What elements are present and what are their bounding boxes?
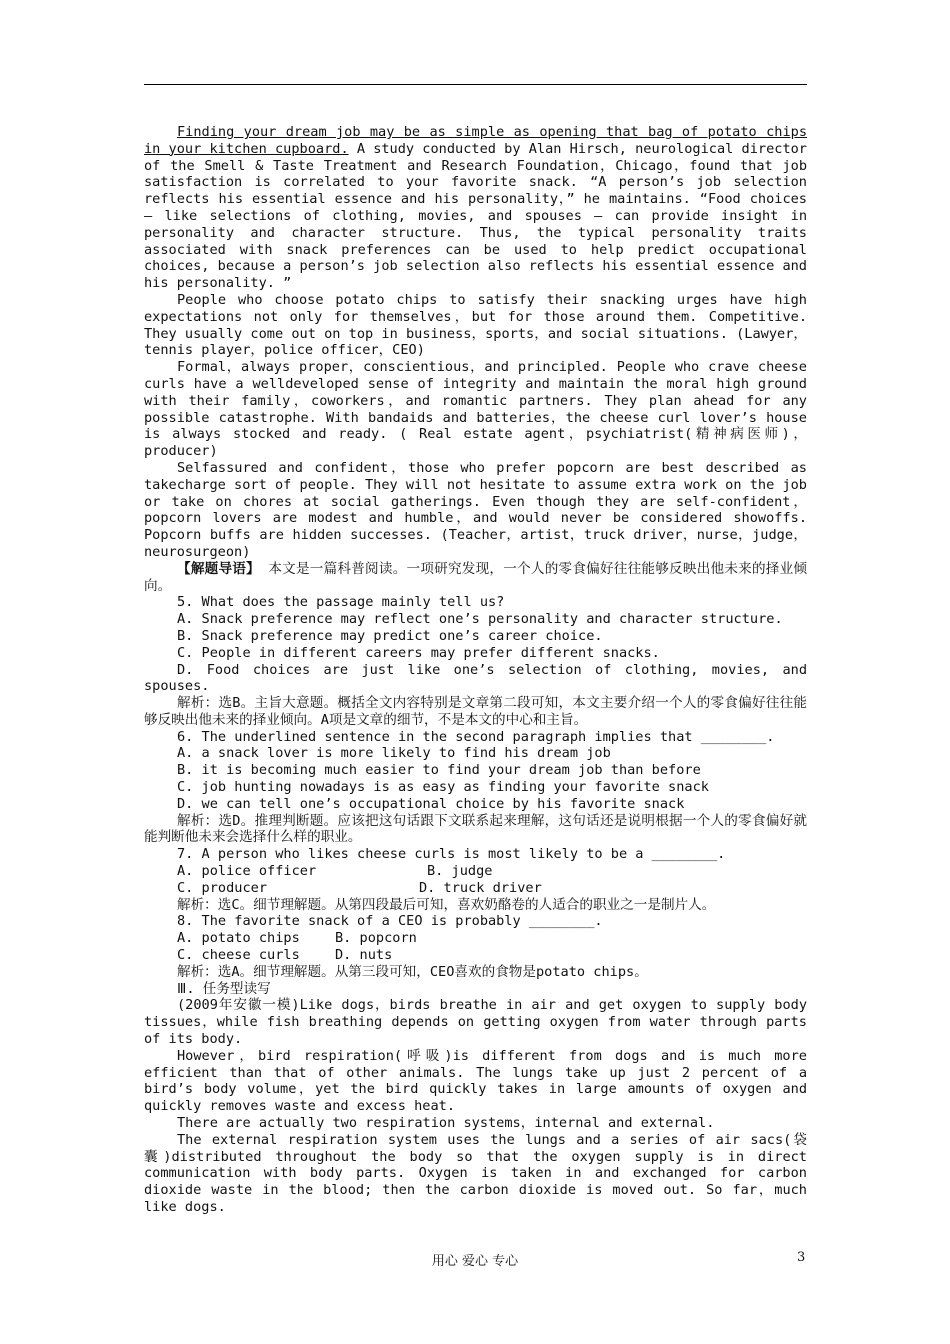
question-7-option-b: B. judge xyxy=(427,863,493,880)
question-8-option-b: B. popcorn xyxy=(335,930,417,947)
question-8-options-row-2 xyxy=(144,947,807,964)
question-6-analysis: 解析：选D。推理判断题。应该把这句话跟下文联系起来理解，这句话还是说明根据一个人的零食偏好就能判断他未来会选择什么样的职业。 xyxy=(144,812,807,846)
question-6-stem: 6. The underlined sentence in the second paragraph implies that ________. xyxy=(177,728,775,745)
question-5-option-d: D. Food choices are just like one’s selection of clothing, movies, and spouses. xyxy=(144,661,807,695)
question-6-option-a: A. a snack lover is more likely to find his dream job xyxy=(177,745,611,762)
question-5-analysis: 解析：选B。主旨大意题。概括全文内容特别是文章第二段可知，本文主要介绍一个人的零食偏好往往能够反映出他未来的择业倾向。A项是文章的细节，不是本文的中心和主旨。 xyxy=(144,695,807,728)
question-7-option-d: D. truck driver xyxy=(419,879,542,896)
question-6-option-c: C. job hunting nowadays is as easy as finding your favorite snack xyxy=(177,779,709,796)
section-3-paragraph-4: The external respiration system uses the lungs and a series of air sacs(袋囊)distributed throughout the body so that the oxygen supply is in direct communication with body parts. Oxygen is taken in and exchanged for carbon dioxide waste in the blood; then the carbon dioxide is moved out. So far，much like dogs. xyxy=(144,1131,807,1215)
question-7-option-a: A. police officer xyxy=(177,863,317,880)
underlined-sentence: Finding your dream job may be as simple as opening that bag of potato chips in your kitchen cupboard. xyxy=(144,124,807,157)
passage-paragraph-1 xyxy=(144,124,807,292)
question-7-stem: 7. A person who likes cheese curls is most likely to be a ________. xyxy=(177,846,726,863)
section-3-paragraph-3: There are actually two respiration systems，internal and external. xyxy=(177,1115,715,1132)
question-6-option-b: B. it is becoming much easier to find your dream job than before xyxy=(177,762,701,779)
question-7-option-c: C. producer xyxy=(177,879,268,896)
question-6-option-d: D. we can tell one’s occupational choice by his favorite snack xyxy=(177,795,685,812)
question-8-stem: 8. The favorite snack of a CEO is probably ________. xyxy=(177,913,603,930)
passage-paragraph-2: People who choose potato chips to satisfy their snacking urges have high expectations not only for themselves，but for those around them. Competitive. They usually come out on top in business，sports，and social situations. (Lawyer，tennis player，police officer，CEO) xyxy=(144,291,807,359)
header-rule xyxy=(144,84,807,85)
question-7-options-row-2 xyxy=(144,880,807,897)
reading-guide xyxy=(144,561,807,595)
section-3-paragraph-2: However，bird respiration(呼吸)is different from dogs and is much more efficient than that of other animals. The lungs take up just 2 percent of a bird’s body volume，yet the bird quickly takes in large amounts of oxygen and quickly removes waste and excess heat. xyxy=(144,1047,807,1115)
question-5-option-a: A. Snack preference may reflect one’s personality and character structure. xyxy=(177,611,783,628)
guide-label: 【解题导语】 xyxy=(177,560,260,577)
question-5-option-b: B. Snack preference may predict one’s career choice. xyxy=(177,627,603,644)
question-5-stem: 5. What does the passage mainly tell us? xyxy=(177,594,505,611)
section-3-paragraph-1: (2009年安徽一模)Like dogs，birds breathe in air and get oxygen to supply body tissues，while fish breathing depends on getting oxygen from water through parts of its body. xyxy=(144,997,807,1048)
question-7-options-row-1 xyxy=(144,863,807,880)
question-8-analysis: 解析：选A。细节理解题。从第三段可知，CEO喜欢的食物是potato chips。 xyxy=(177,963,648,980)
question-8-options-row-1 xyxy=(144,930,807,947)
question-5-option-c: C. People in different careers may prefer different snacks. xyxy=(177,644,660,661)
footer-motto: 用心 爱心 专心 xyxy=(431,1254,519,1269)
question-8-option-c: C. cheese curls xyxy=(177,947,300,964)
passage-paragraph-4: Selfassured and confident，those who prefer popcorn are best described as takecharge sort of people. They will not hesitate to assume extra work on the job or take on chores at social gatherings. Even though they are self-confident，popcorn lovers are modest and humble，and would never be considered showoffs. Popcorn buffs are hidden successes. (Teacher，artist，truck driver，nurse，judge，neurosurgeon) xyxy=(144,459,807,560)
guide-text: 本文是一篇科普阅读。一项研究发现，一个人的零食偏好往往能够反映出他未来的择业倾向。 xyxy=(144,560,808,594)
question-8-option-d: D. nuts xyxy=(335,947,393,964)
question-8-option-a: A. potato chips xyxy=(177,930,300,947)
document-body xyxy=(144,124,807,1216)
page-number: 3 xyxy=(797,1250,806,1265)
paragraph-1-text: A study conducted by Alan Hirsch, neurological director of the Smell & Taste Treatment and Research Foundation，Chicago，found that job satisfaction is correlated to your favorite snack. “A person’s job selection reflects his essential essence and his personality，” he maintains. “Food choices — like selections of clothing, movies, and spouses — can provide insight in personality and character structure. Thus, the typical personality traits associated with snack preferences can be used to help predict occupational choices, because a person’s job selection also reflects his essential essence and his personality. ” xyxy=(144,140,807,292)
section-3-heading: Ⅲ. 任务型读写 xyxy=(177,980,271,997)
question-7-analysis: 解析：选C。细节理解题。从第四段最后可知，喜欢奶酪卷的人适合的职业之一是制片人。 xyxy=(177,896,716,913)
passage-paragraph-3: Formal，always proper，conscientious，and principled. People who crave cheese curls have a welldeveloped sense of integrity and maintain the moral high ground with their family，coworkers，and romantic partners. They plan ahead for any possible catastrophe. With bandaids and batteries，the cheese curl lover’s house is always stocked and ready. ( Real estate agent，psychiatrist(精神病医师)，producer) xyxy=(144,359,807,460)
